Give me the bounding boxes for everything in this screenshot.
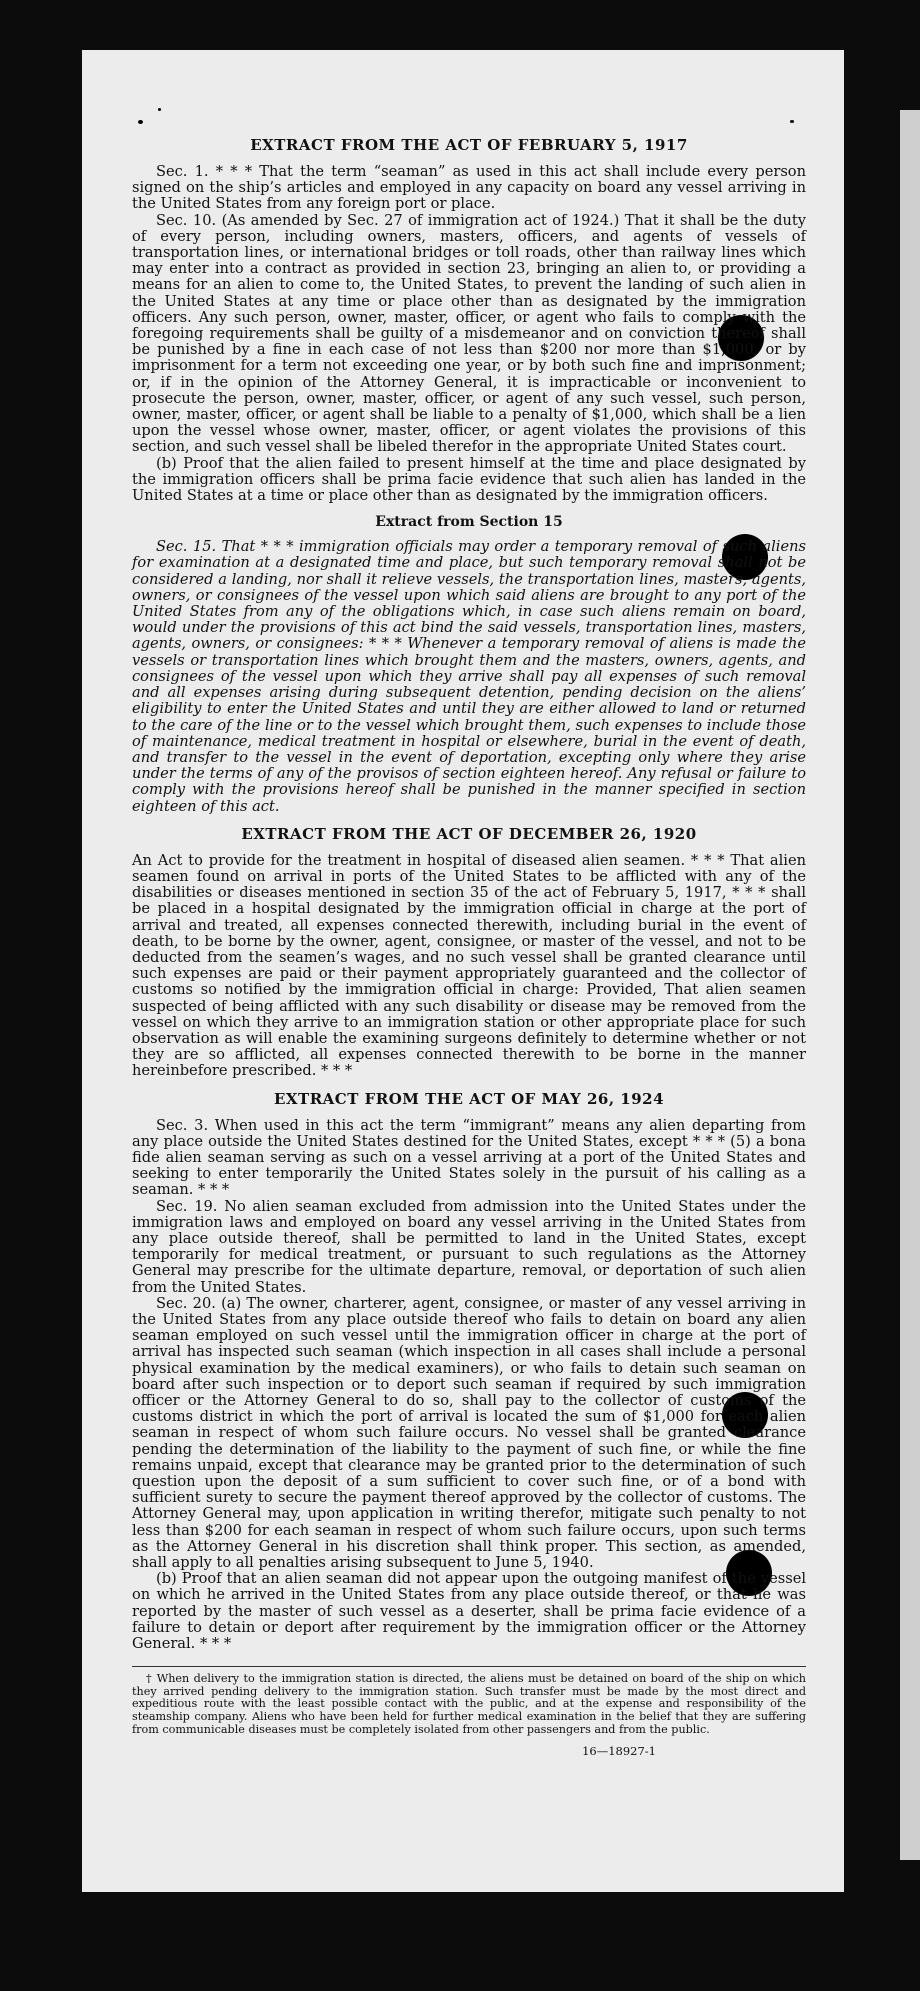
footnote [132, 1666, 806, 1736]
form-number: 16—18927-1 [582, 1744, 656, 1759]
section-19-text: Sec. 19. No alien seaman excluded from admission into the United States under the immigration laws and employed on board any vessel arriving in the United States from any place outside thereof, shall be permitted to land in the United States, except temporarily for medical treatment, or pursuant to such regulations as the Attorney General may prescribe for the ultimate departure, removal, or deportation of such alien from the United States. [132, 1197, 806, 1296]
heading-act-1924: EXTRACT FROM THE ACT OF MAY 26, 1924 [273, 1089, 665, 1108]
scan-speck [138, 120, 143, 124]
footnote-text: † When delivery to the immigration station is directed, the aliens must be detained on board of the ship on which they arrived pending delivery to the immigration station. Such transfer must be made by the most direct and expeditious route with the least possible contact with the public, and at the expense and responsibility of the steamship company. Aliens who have been held for further medical examination in the belief that they are suffering from communicable diseases must be completely isolated from other passengers and from the public. [132, 1672, 806, 1736]
document-page [82, 50, 844, 1892]
document-body [132, 136, 806, 1758]
section-1-text: Sec. 1. * * * That the term “seaman” as used in this act shall include every person signed on the ship’s articles and employed in any capacity on board any vessel arriving in the United States from any foreign port or place. [132, 163, 806, 213]
heading-act-1920: EXTRACT FROM THE ACT OF DECEMBER 26, 1920 [241, 824, 697, 843]
section-10-text: Sec. 10. (As amended by Sec. 27 of immigration act of 1924.) That it shall be the duty of every person, including owners, masters, officers, and agents of vessels of transportation lines, or international bridges or toll roads, other than railway lines which may enter into a contract as provided in section 23, bringing an alien to, or providing a means for an alien to come to, the United States, to prevent the landing of such alien in the United States at any time or place other than as designated by the immigration officers. Any such person, owner, master, officer, or agent who fails to comply with the foregoing requirements shall be guilty of a misdemeanor and on conviction thereof shall be punished by a fine in each case of not less than $200 nor more than $1,000, or by imprisonment for a term not exceeding one year, or by both such fine and imprisonment; or, if in the opinion of the Attorney General, it is impracticable or inconvenient to prosecute the person, owner, master, officer, or agent of any such vessel, such person, owner, master, officer, or agent shall be liable to a penalty of $1,000, which shall be a lien upon the vessel whose owner, master, officer, or agent violates the provisions of this section, and such vessel shall be libeled therefor in the appropriate United States court. [132, 211, 806, 456]
adjacent-page-edge [900, 110, 920, 1860]
act-1920-text: An Act to provide for the treatment in hospital of diseased alien seamen. * * * That alien seamen found on arrival in ports of the United States to be afflicted with any of the disabilities or diseases mentioned in section 35 of the act of February 5, 1917, * * * shall be placed in a hospital designated by the immigration official in charge at the port of arrival and treated, all expenses connected therewith, including burial in the event of death, to be borne by the owner, agent, consignee, or master of the vessel, and not to be deducted from the seamen’s wages, and no such vessel shall be granted clearance until such expenses are paid or their payment appropriately guaranteed and the collector of customs so notified by the immigration official in charge: Provided, That alien seamen suspected of being afflicted with any such disability or disease may be removed from the vessel on which they arrive to an immigration station or other appropriate place for such observation as will enable the examining surgeons definitely to determine whether or not they are so afflicted, all expenses connected therewith to be borne in the manner hereinbefore prescribed. * * * [132, 851, 806, 1080]
section-20b-text: (b) Proof that an alien seaman did not appear upon the outgoing manifest of the vessel on which he arrived in the United States from any place outside thereof, or that he was reported by the master of such vessel as a deserter, shall be prima facie evidence of a failure to detain or deport after requirement by the immigration officer or the Attorney General. * * * [132, 1570, 806, 1653]
heading-act-1917: EXTRACT FROM THE ACT OF FEBRUARY 5, 1917 [250, 136, 688, 154]
scan-speck [790, 120, 794, 123]
section-10b-text: (b) Proof that the alien failed to present himself at the time and place designated by the immigration officers shall be prima facie evidence that such alien has landed in the United States at a time or place other than as designated by the immigration officers. [132, 454, 806, 505]
section-3-text: Sec. 3. When used in this act the term “immigrant” means any alien departing from any place outside the United States destined for the United States, except * * * (5) a bona fide alien seaman serving as such on a vessel arriving at a port of the United States and seeking to enter temporarily the United States solely in the pursuit of his calling as a seaman. * * * [132, 1116, 806, 1199]
heading-section-15: Extract from Section 15 [375, 514, 563, 531]
section-20-text: Sec. 20. (a) The owner, charterer, agent, consignee, or master of any vessel arriving in the United States from any place outside thereof who fails to detain on board any alien seaman employed on such vessel until the immigration officer in charge at the port of arrival has inspected such seaman (which inspection in all cases shall include a personal physical examination by the medical examiners), or who fails to detain such seaman on board after such inspection or to deport such seaman if required by such immigration officer or the Attorney General to do so, shall pay to the collector of customs of the customs district in which the port of arrival is located the sum of $1,000 for each alien seaman in respect of whom such failure occurs. No vessel shall be granted clearance pending the determination of the liability to the payment of such fine, or while the fine remains unpaid, except that clearance may be granted prior to the determination of such question upon the deposit of a sum sufficient to cover such fine, or of a bond with sufficient surety to secure the payment thereof approved by the collector of customs. The Attorney General may, upon application in writing therefor, mitigate such penalty to not less than $200 for each seaman in respect of whom such failure occurs, upon such terms as the Attorney General in his discretion shall think proper. This section, as amended, shall apply to all penalties arising subsequent to June 5, 1940. [132, 1294, 806, 1572]
scan-speck [158, 108, 161, 111]
section-15-text: Sec. 15. That * * * immigration officials may order a temporary removal of such aliens for examination at a designated time and place, but such temporary removal shall not be considered a landing, nor shall it relieve vessels, the transportation lines, masters, agents, owners, or consignees of the vessel upon which said aliens are brought to any port of the United States from any of the obligations which, in case such aliens remain on board, would under the provisions of this act bind the said vessels, transportation lines, masters, agents, owners, or consignees: * * * Whenever a temporary removal of aliens is made the vessels or transportation lines which brought them and the masters, owners, agents, and consignees of the vessel upon which they arrive shall pay all expenses of such removal and all expenses arising during subsequent detention, pending decision on the aliens’ eligibility to enter the United States and until they are either allowed to land or returned to the care of the line or to the vessel which brought them, such expenses to include those of maintenance, medical treatment in hospital or elsewhere, burial in the event of death, and transfer to the vessel in the event of deportation, excepting only where they arise under the terms of any of the provisos of section eighteen hereof. Any refusal or failure to comply with the provisions hereof shall be punished in the manner specified in section eighteen of this act. [132, 538, 806, 815]
